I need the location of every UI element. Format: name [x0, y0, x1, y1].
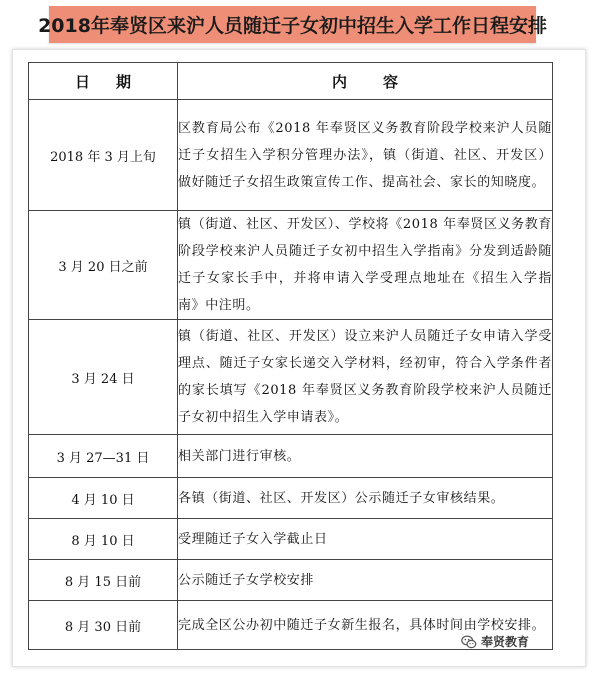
row-date: 4 月 10 日 [29, 478, 178, 519]
date-header-char-1: 日 [74, 72, 90, 91]
table-row [29, 560, 553, 601]
table-row [29, 519, 553, 560]
watermark [461, 633, 529, 650]
schedule-table [28, 62, 553, 650]
row-content: 完成全区公办初中随迁子女新生报名，具体时间由学校安排。 [178, 601, 553, 650]
table-header-row [29, 63, 553, 100]
row-date: 3 月 24 日 [29, 320, 178, 435]
content-header-char-1: 内 [331, 72, 347, 91]
watermark-text: 奉贤教育 [481, 635, 530, 649]
row-content: 公示随迁子女学校安排 [178, 560, 553, 601]
row-content: 各镇（街道、社区、开发区）公示随迁子女审核结果。 [178, 478, 553, 519]
row-content: 镇（街道、社区、开发区）设立来沪人员随迁子女申请入学受理点、随迁子女家长递交入学材料，经初审，符合入学条件者的家长填写《2018 年奉贤区义务教育阶段学校来沪人员随迁子女初中招生入学申请表》。 [178, 320, 553, 435]
content-column-header [178, 63, 553, 100]
row-content: 区教育局公布《2018 年奉贤区义务教育阶段学校来沪人员随迁子女招生入学积分管理办法》，镇（街道、社区、开发区）做好随迁子女招生政策宣传工作、提高社会、家长的知晓度。 [178, 100, 553, 211]
table-row [29, 320, 553, 435]
table-row [29, 435, 553, 478]
row-date: 3 月 27—31 日 [29, 435, 178, 478]
row-date: 8 月 30 日前 [29, 601, 178, 650]
date-header-char-2: 期 [116, 72, 132, 91]
table-row [29, 211, 553, 320]
wechat-icon [461, 634, 477, 650]
content-header-char-2: 容 [383, 72, 399, 91]
row-date: 8 月 15 日前 [29, 560, 178, 601]
row-content: 受理随迁子女入学截止日 [178, 519, 553, 560]
date-column-header [29, 63, 178, 100]
row-content: 镇（街道、社区、开发区）、学校将《2018 年奉贤区义务教育阶段学校来沪人员随迁子女初中招生入学指南》分发到适龄随迁子女家长手中，并将申请入学受理点地址在《招生入学指南》中注明。 [178, 211, 553, 320]
table-row [29, 100, 553, 211]
row-content: 相关部门进行审核。 [178, 435, 553, 478]
row-date: 3 月 20 日之前 [29, 211, 178, 320]
row-date: 8 月 10 日 [29, 519, 178, 560]
row-date: 2018 年 3 月上旬 [29, 100, 178, 211]
page-title: 2018年奉贤区来沪人员随迁子女初中招生入学工作日程安排 [49, 6, 536, 43]
table-row [29, 478, 553, 519]
